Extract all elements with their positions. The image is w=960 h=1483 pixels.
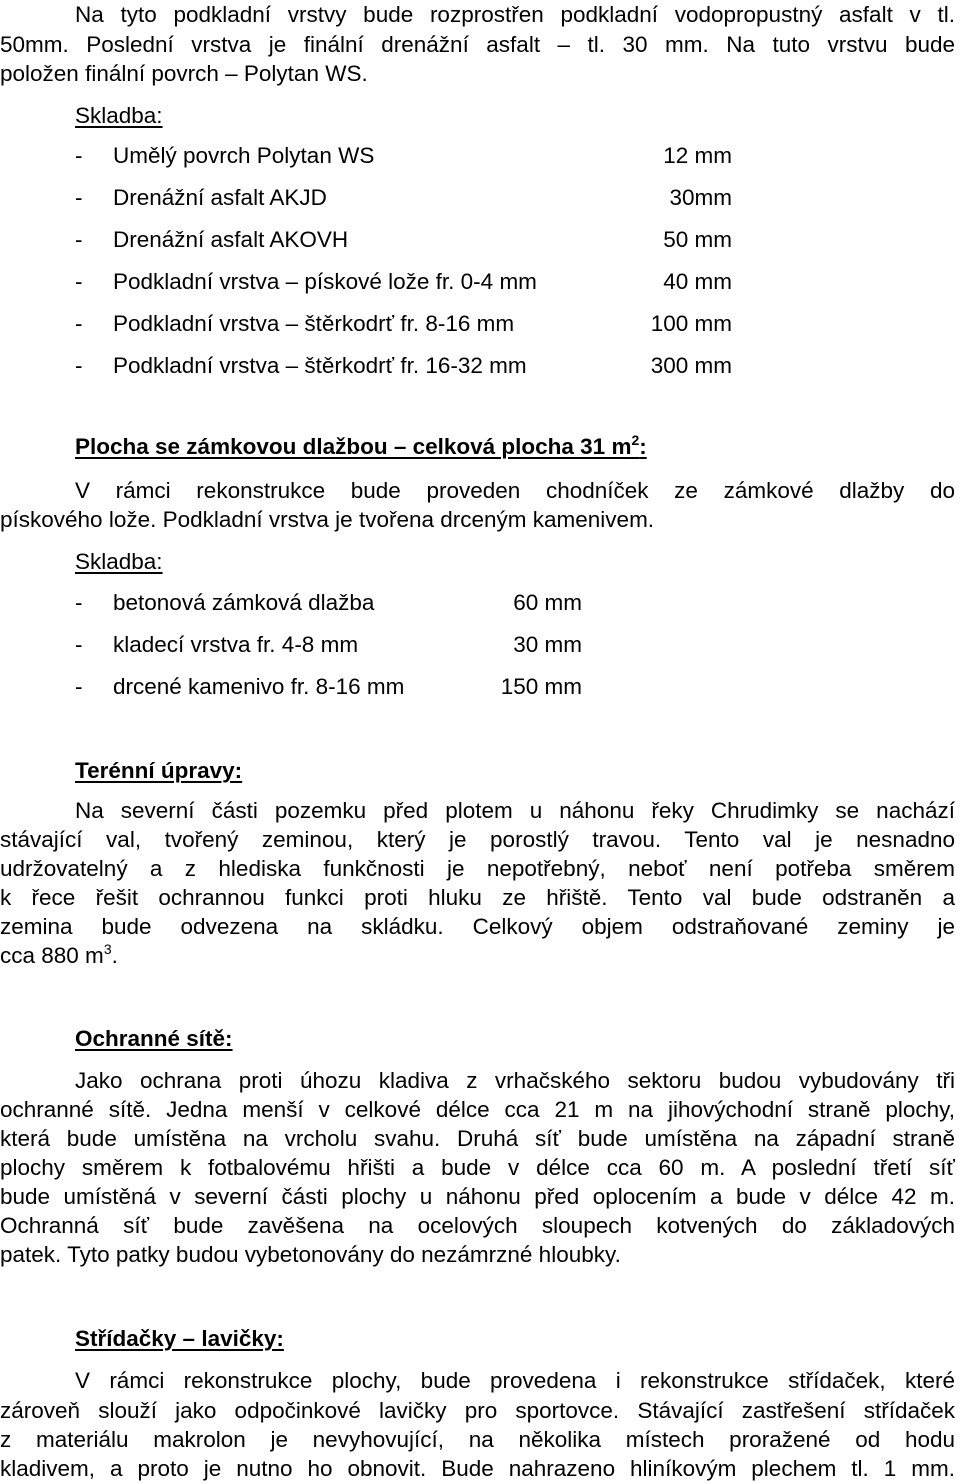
- layer-thickness: 50 mm: [663, 227, 732, 252]
- paragraph-line: cca 880 $m^3$.: [0, 941, 118, 968]
- paragraph-line: bude umístěná v severní části plochy u náhonu před oplocením a bude v délce 42 m.: [0, 1184, 955, 1209]
- list-bullet: -: [75, 590, 83, 615]
- paragraph-line: udržovatelný a z hlediska funkčnosti je nepotřebný, neboť není potřeba směrem: [0, 856, 955, 881]
- layer-name: kladecí vrstva fr. 4-8 mm: [113, 632, 359, 657]
- paragraph-line: která bude umístěna na vrcholu svahu. Druhá síť bude umístěna na západní straně: [0, 1126, 955, 1151]
- layer-name: drcené kamenivo fr. 8-16 mm: [113, 674, 405, 699]
- paragraph-line: zároveň slouží jako odpočinkové lavičky pro sportovce. Stávající zastřešení střídaček: [0, 1398, 955, 1423]
- section-heading-nets: Ochranné sítě:: [75, 1026, 233, 1051]
- layer-name: Podkladní vrstva – štěrkodrť fr. 16-32 mm: [113, 353, 527, 378]
- list-bullet: -: [75, 227, 83, 252]
- intro-line-2: 50mm. Poslední vrstva je finální drenážní asfalt – tl. 30 mm. Na tuto vrstvu bude: [0, 32, 955, 57]
- paragraph-line: patek. Tyto patky budou vybetonovány do nezámrzné hloubky.: [0, 1242, 621, 1267]
- layer-thickness: 100 mm: [650, 311, 732, 336]
- layer-name: Podkladní vrstva – štěrkodrť fr. 8-16 mm: [113, 311, 515, 336]
- paragraph-line: V rámci rekonstrukce plochy, bude provedena i rekonstrukce střídaček, které: [75, 1368, 955, 1393]
- list-bullet: -: [75, 269, 83, 294]
- paragraph-line: stávající val, tvořený zeminou, který je porostlý travou. Tento val je nesnadno: [0, 827, 955, 852]
- layer-thickness: 60 mm: [513, 590, 582, 615]
- list-bullet: -: [75, 185, 83, 210]
- layer-name: Podkladní vrstva – pískové lože fr. 0-4 mm: [113, 269, 537, 294]
- list-bullet: -: [75, 143, 83, 168]
- section-heading-benches: Střídačky – lavičky:: [75, 1326, 284, 1351]
- layer-name: Umělý povrch Polytan WS: [113, 143, 375, 168]
- list-bullet: -: [75, 674, 83, 699]
- paragraph-line: plochy směrem k fotbalovému hřišti a bude v délce cca 60 m. A poslední třetí síť: [0, 1155, 955, 1180]
- paving-text-line-1: V rámci rekonstrukce bude proveden chodníček ze zámkové dlažby do: [75, 478, 955, 503]
- list-bullet: -: [75, 311, 83, 336]
- layer-name: betonová zámková dlažba: [113, 590, 375, 615]
- intro-line-1: Na tyto podkladní vrstvy bude rozprostřen podkladní vodopropustný asfalt v tl.: [75, 2, 955, 27]
- layer-thickness: 300 mm: [650, 353, 732, 378]
- paragraph-line: Jako ochrana proti úhozu kladiva z vrhačského sektoru budou vybudovány tři: [75, 1068, 955, 1093]
- section-heading-paving: Plocha se zámkovou dlažbou – celková plocha 31 $m^2$:: [75, 432, 647, 459]
- list-bullet: -: [75, 353, 83, 378]
- paving-text-line-2: pískového lože. Podkladní vrstva je tvořena drceným kamenivem.: [0, 507, 655, 532]
- layer-name: Drenážní asfalt AKOVH: [113, 227, 349, 252]
- intro-line-3: položen finální povrch – Polytan WS.: [0, 61, 368, 86]
- paragraph-line: z materiálu makrolon je nevyhovující, na několika místech proražené od hodu: [0, 1427, 955, 1452]
- paragraph-line: k řece řešit ochrannou funkci proti hluku ze hřiště. Tento val bude odstraněn a: [0, 885, 955, 910]
- paragraph-line: zemina bude odvezena na skládku. Celkový objem odstraňované zeminy je: [0, 914, 955, 939]
- layer-name: Drenážní asfalt AKJD: [113, 185, 327, 210]
- paragraph-line: Na severní části pozemku před plotem u náhonu řeky Chrudimky se nachází: [75, 798, 955, 823]
- paragraph-line: kladivem, a proto je nutno ho obnovit. Bude nahrazeno hliníkovým plechem tl. 1 mm.: [0, 1456, 955, 1481]
- layer-thickness: 30mm: [669, 185, 732, 210]
- composition-label: Skladba:: [75, 103, 163, 128]
- layer-thickness: 150 mm: [500, 674, 582, 699]
- layer-thickness: 30 mm: [513, 632, 582, 657]
- paragraph-line: Ochranná síť bude zavěšena na ocelových sloupech kotvených do základových: [0, 1213, 955, 1238]
- paragraph-line: ochranné sítě. Jedna menší v celkové délce cca 21 m na jihovýchodní straně plochy,: [0, 1097, 955, 1122]
- layer-thickness: 40 mm: [663, 269, 732, 294]
- layer-thickness: 12 mm: [663, 143, 732, 168]
- list-bullet: -: [75, 632, 83, 657]
- composition-label: Skladba:: [75, 549, 163, 574]
- section-heading-terrain: Terénní úpravy:: [75, 758, 243, 783]
